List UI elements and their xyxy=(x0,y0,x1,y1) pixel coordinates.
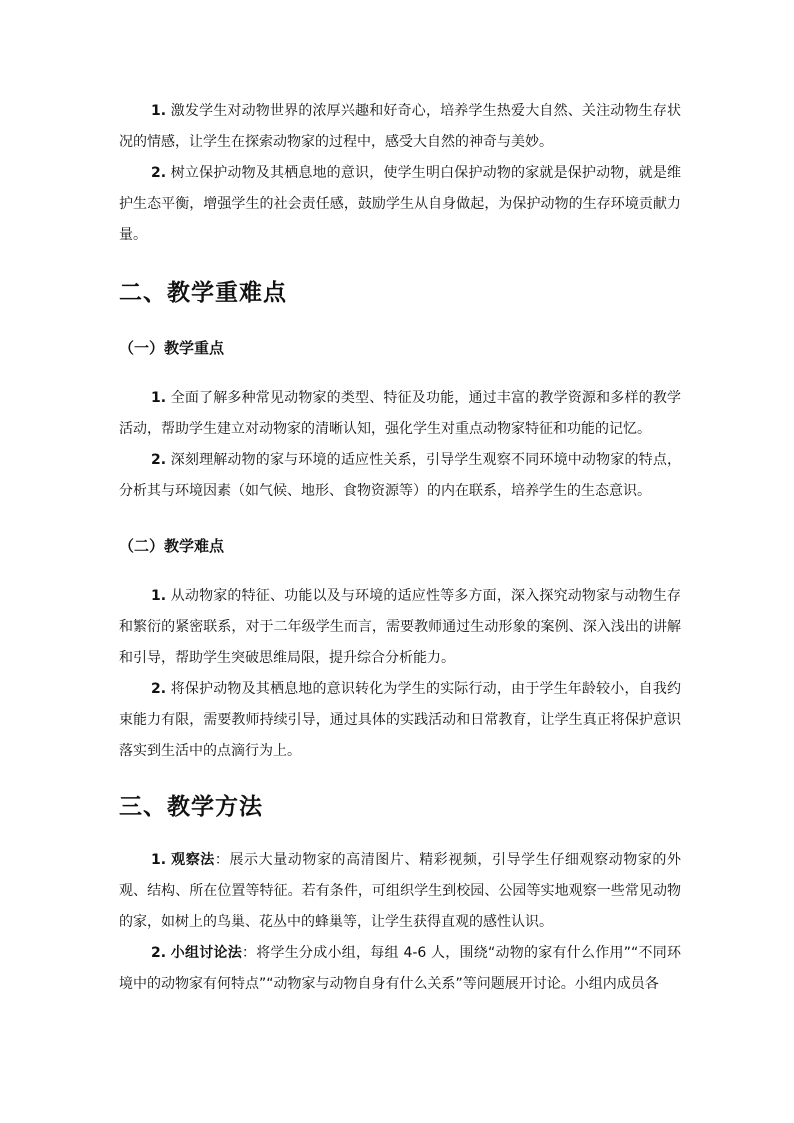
goal-text: 树立保护动物及其栖息地的意识，使学生明白保护动物的家就是保护动物，就是维护生态平衡，增强学生的社会责任感，鼓励学生从自身做起，为保护动物的生存环境贡献力量。 xyxy=(119,165,682,243)
item-number: 2. xyxy=(151,945,167,961)
method-paragraph-2 xyxy=(119,938,681,1000)
method-label: 观察法 xyxy=(171,852,215,868)
method-label: 小组讨论法 xyxy=(170,945,243,961)
item-number: 1. xyxy=(151,390,167,406)
subheading-difficult-points: （二）教学难点 xyxy=(119,537,225,555)
subheading-key-points: （一）教学重点 xyxy=(119,339,225,357)
item-text: 从动物家的特征、功能以及与环境的适应性等多方面，深入探究动物家与动物生存和繁衍的紧密联系，对于二年级学生而言，需要教师通过生动形象的案例、深入浅出的讲解和引导，帮助学生突破思维局限，提升综合分析能力。 xyxy=(119,588,682,666)
item-text: 全面了解多种常见动物家的类型、特征及功能，通过丰富的教学资源和多样的教学活动，帮助学生建立对动物家的清晰认知，强化学生对重点动物家特征和功能的记忆。 xyxy=(119,390,682,437)
item-number: 2. xyxy=(151,681,167,697)
key-point-paragraph-1 xyxy=(119,383,681,445)
item-text: 将保护动物及其栖息地的意识转化为学生的实际行动，由于学生年龄较小，自我约束能力有限，需要教师持续引导，通过具体的实践活动和日常教育，让学生真正将保护意识落实到生活中的点滴行为上。 xyxy=(119,681,682,759)
section-heading-teaching-methods: 三、教学方法 xyxy=(119,794,263,820)
difficult-point-paragraph-2 xyxy=(119,674,681,767)
method-text: ：展示大量动物家的高清图片、精彩视频，引导学生仔细观察动物家的外观、结构、所在位置等特征。若有条件，可组织学生到校园、公园等实地观察一些常见动物的家，如树上的鸟巢、花丛中的蜂巢等，让学生获得直观的感性认识。 xyxy=(119,852,682,930)
method-text: ：将学生分成小组，每组 4-6 人，围绕“动物的家有什么作用”“不同环境中的动物家有何特点”“动物家与动物自身有什么关系”等问题展开讨论。小组内成员各 xyxy=(119,945,682,992)
item-number: 1. xyxy=(151,588,167,604)
goal-number: 1. xyxy=(151,103,167,119)
goal-text: 激发学生对动物世界的浓厚兴趣和好奇心，培养学生热爱大自然、关注动物生存状况的情感，让学生在探索动物家的过程中，感受大自然的神奇与美妙。 xyxy=(119,103,682,150)
item-number: 2. xyxy=(151,452,167,468)
document-page xyxy=(119,96,681,1000)
item-text: 深刻理解动物的家与环境的适应性关系，引导学生观察不同环境中动物家的特点，分析其与环境因素（如气候、地形、食物资源等）的内在联系，培养学生的生态意识。 xyxy=(119,452,682,499)
goal-paragraph-1 xyxy=(119,96,681,158)
key-point-paragraph-2 xyxy=(119,445,681,507)
goal-number: 2. xyxy=(151,165,167,181)
section-heading-key-difficult-points: 二、教学重难点 xyxy=(119,280,287,306)
item-number: 1. xyxy=(151,852,167,868)
goal-paragraph-2 xyxy=(119,158,681,251)
difficult-point-paragraph-1 xyxy=(119,581,681,674)
method-paragraph-1 xyxy=(119,845,681,938)
